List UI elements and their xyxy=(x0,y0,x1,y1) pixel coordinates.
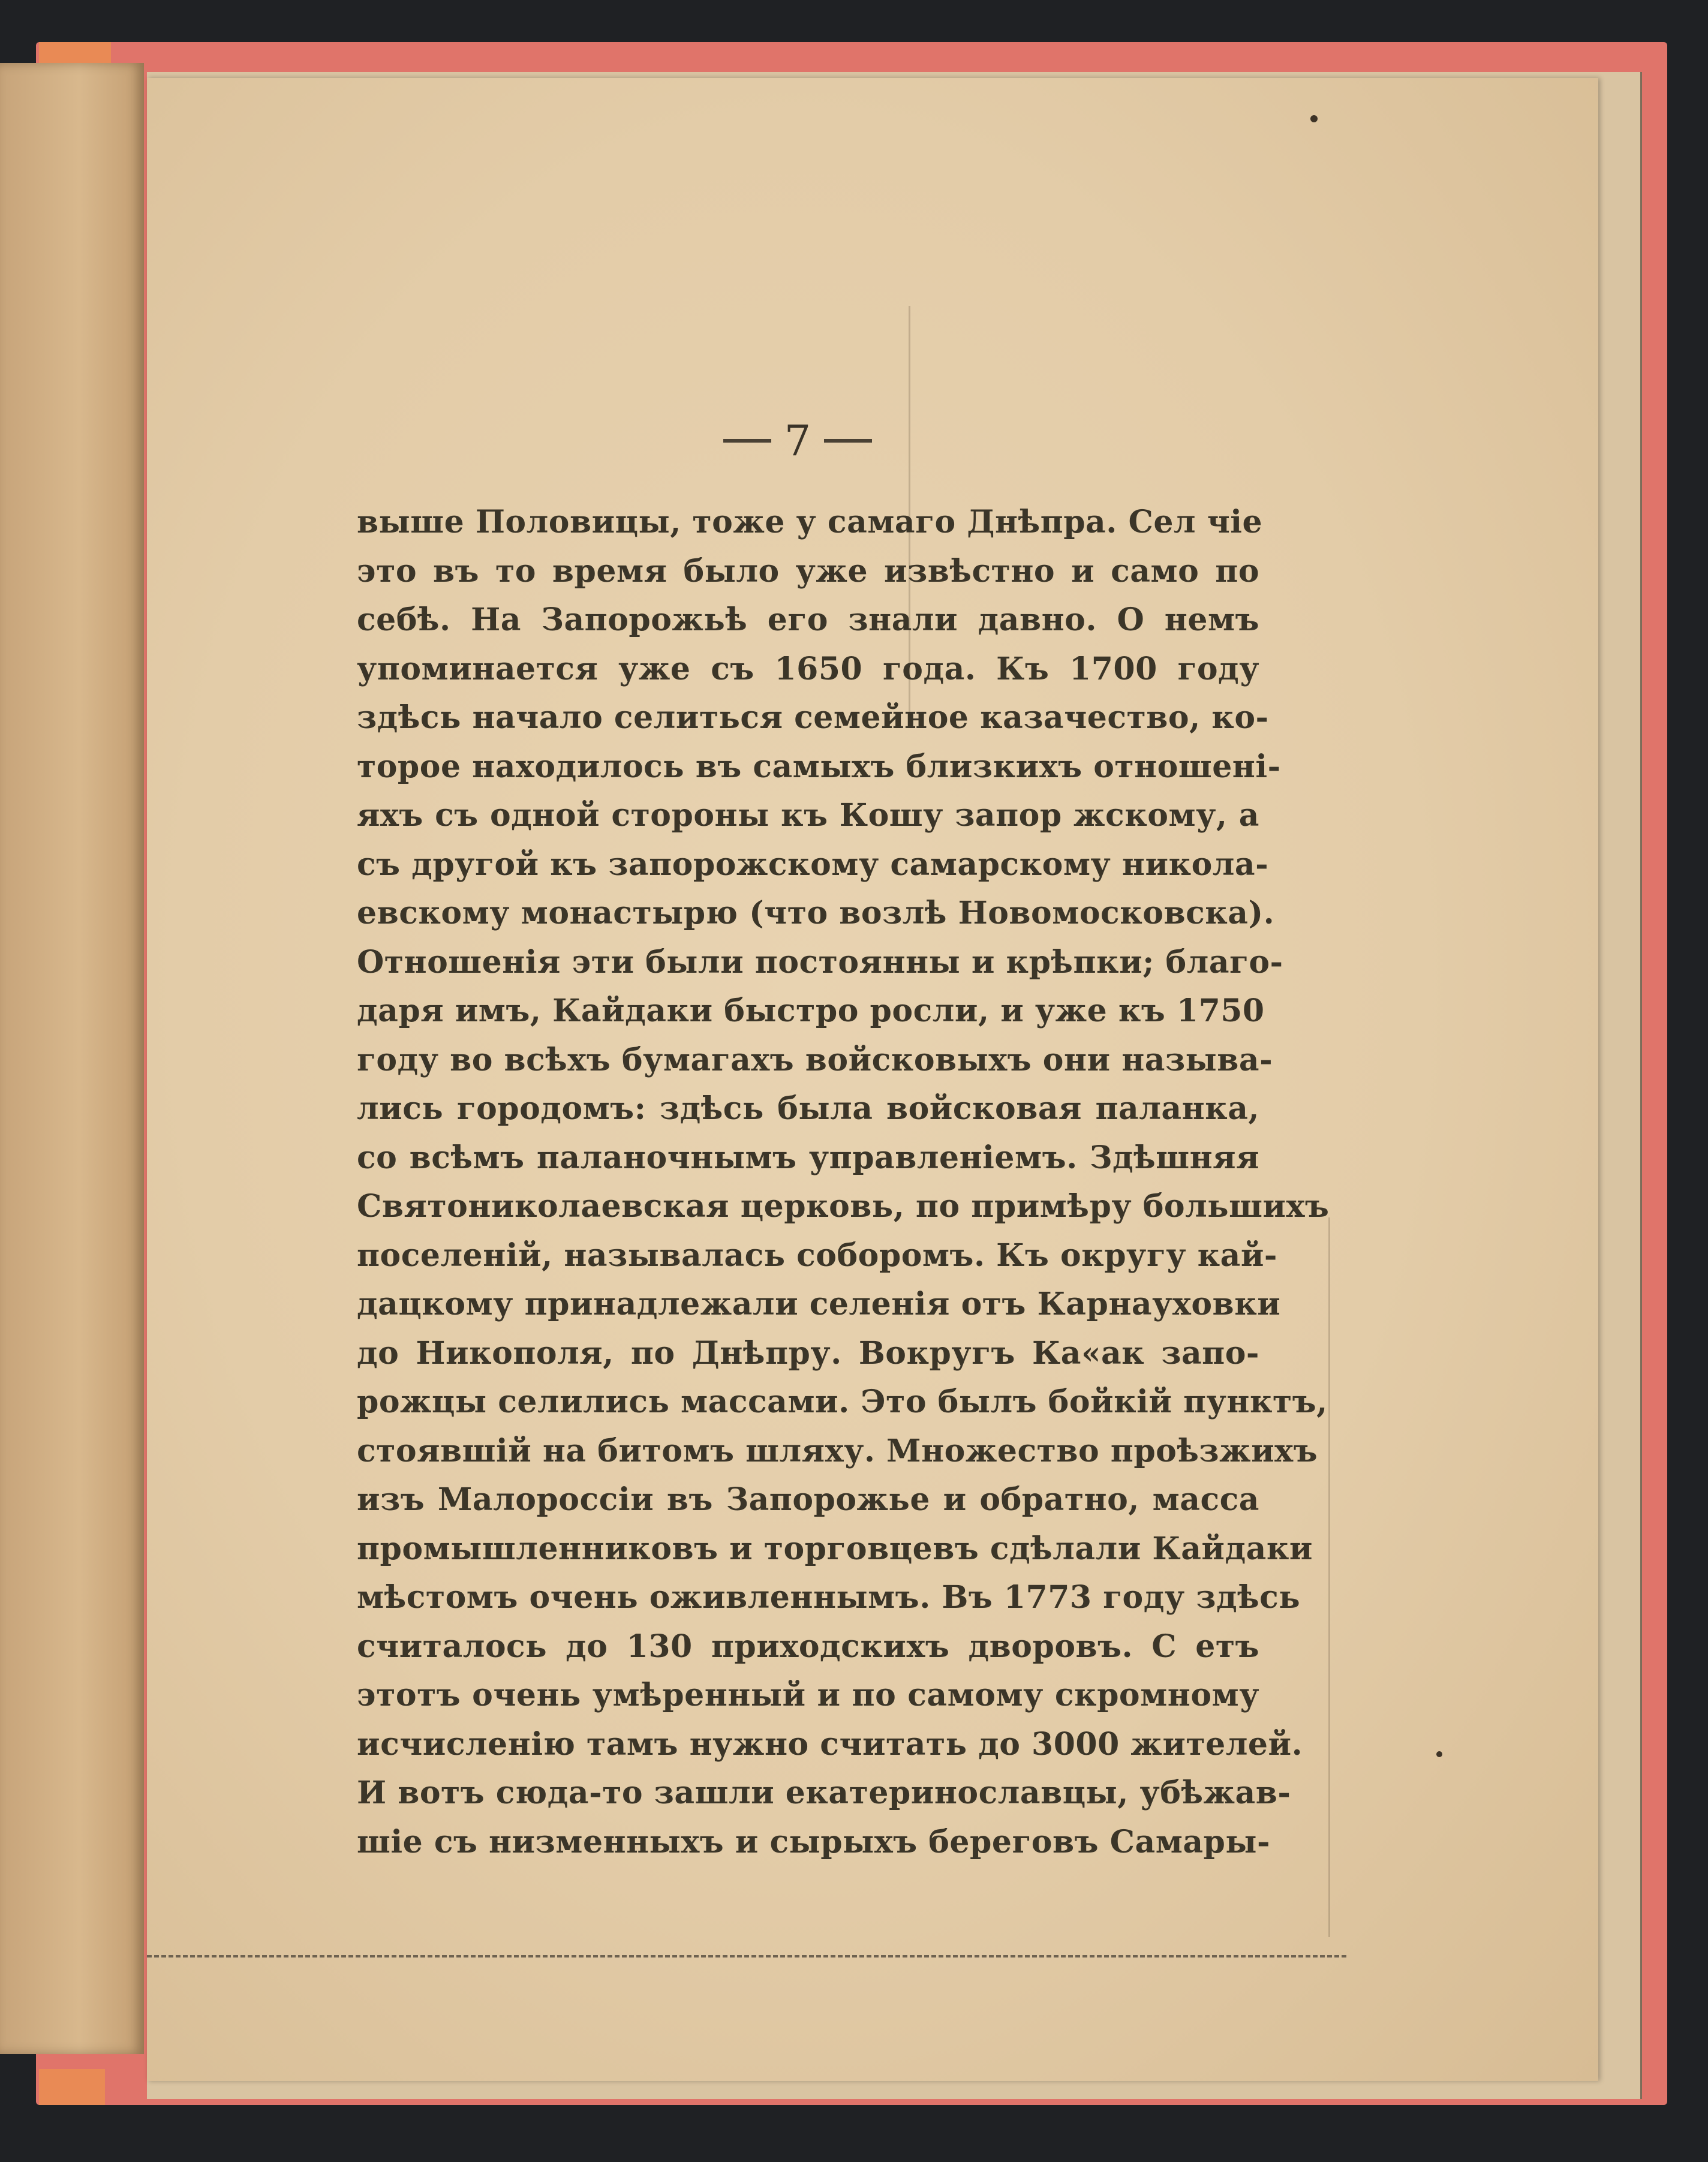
text-line: Отношенія эти были постоянны и крѣпки; благо- xyxy=(357,943,1283,981)
body-text xyxy=(357,498,1330,1866)
text-line: поселеній, называлась соборомъ. Къ округу кай- xyxy=(357,1237,1277,1274)
text-line: выше Половицы, тоже у самаго Днѣпра. Сел чіе xyxy=(357,504,1263,540)
ink-spot xyxy=(1436,1751,1442,1757)
page-number-value: 7 xyxy=(784,416,811,465)
text-line: этотъ очень умѣренный и по самому скромному xyxy=(357,1677,1259,1713)
text-line: исчисленію тамъ нужно считать до 3000 жителей. xyxy=(357,1725,1303,1763)
page-number-dash-right xyxy=(824,439,872,443)
text-line: Святониколаевская церковь, по примѣру большихъ xyxy=(357,1188,1330,1225)
text-line: И вотъ сюда-то зашли екатеринославцы, убѣжав- xyxy=(357,1775,1291,1811)
page-number xyxy=(714,414,882,468)
text-line: себѣ. На Запорожьѣ его знали давно. О немъ xyxy=(357,602,1259,638)
text-line: стоявшій на битомъ шляху. Множество проѣзжихъ xyxy=(357,1432,1318,1469)
ink-spot xyxy=(1310,115,1318,122)
text-line: до Никополя, по Днѣпру. Вокругъ Ка«ак запо- xyxy=(357,1334,1259,1372)
text-line: со всѣмъ паланочнымъ управленіемъ. Здѣшняя xyxy=(357,1139,1259,1176)
text-line: считалось до 130 приходскихъ дворовъ. С етъ xyxy=(357,1628,1259,1665)
text-line: торое находилось въ самыхъ близкихъ отношені- xyxy=(357,748,1281,785)
bottom-rule xyxy=(147,1955,1346,1957)
text-line: изъ Малороссіи въ Запорожье и обратно, масса xyxy=(357,1481,1259,1518)
text-line: упоминается уже съ 1650 года. Къ 1700 году xyxy=(357,650,1259,687)
cover-tab-bottom xyxy=(39,2069,105,2105)
text-line: году во всѣхъ бумагахъ войсковыхъ они называ- xyxy=(357,1041,1273,1078)
page-number-dash-left xyxy=(723,439,771,443)
text-line: дацкому принадлежали селенія отъ Карнауховки xyxy=(357,1286,1281,1322)
text-line: съ другой къ запорожскому самарскому никола- xyxy=(357,846,1269,883)
text-line: это въ то время было уже извѣстно и само по xyxy=(357,552,1259,590)
paper-crease xyxy=(1328,1217,1330,1937)
text-line: даря имъ, Кайдаки быстро росли, и уже къ 1750 xyxy=(357,993,1265,1029)
text-line: здѣсь начало селиться семейное казачество, ко- xyxy=(357,699,1269,736)
text-line: шіе съ низменныхъ и сырыхъ береговъ Самары- xyxy=(357,1823,1271,1860)
text-line: яхъ съ одной стороны къ Кошу запор жскому, а xyxy=(357,797,1259,834)
left-page-edge xyxy=(0,63,144,2054)
text-line: лись городомъ: здѣсь была войсковая паланка, xyxy=(357,1090,1259,1127)
text-line: мѣстомъ очень оживленнымъ. Въ 1773 году здѣсь xyxy=(357,1579,1301,1616)
text-line: рожцы селились массами. Это былъ бойкій пунктъ, xyxy=(357,1384,1328,1420)
text-line: промышленниковъ и торговцевъ сдѣлали Кайдаки xyxy=(357,1530,1313,1567)
text-line: евскому монастырю (что возлѣ Новомосковска). xyxy=(357,895,1275,931)
